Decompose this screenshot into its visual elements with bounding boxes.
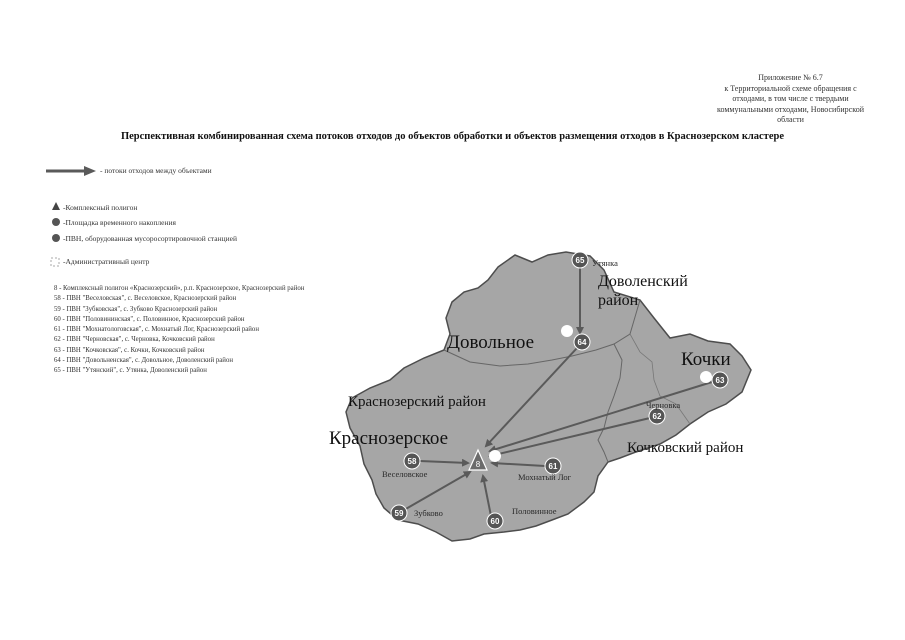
legend-flow-label: - потоки отходов между объектами [100, 166, 212, 175]
object-item: 58 - ПВН "Веселовская", с. Веселовское, Краснозерский район [54, 295, 237, 303]
admin-center-kochki [700, 371, 712, 383]
village-zubkovo-label: Зубково [414, 508, 443, 518]
object-item: 65 - ПВН "Утянский", с. Утянка, Доволенский район [54, 367, 207, 375]
legend-sorting-label: -ПВН, оборудованная мусоросортировочной станцией [63, 234, 238, 243]
page-title: Перспективная комбинированная схема потоков отходов до объектов обработки и объектов размещения отходов в Краснозерском кластере [120, 131, 785, 142]
center-dovolnoe-label: Довольное [447, 332, 535, 353]
district-dovolensky-label-2: район [598, 292, 639, 309]
legend-temp-site-label: -Площадка временного накопления [63, 218, 176, 227]
object-item: 64 - ПВН "Довольненская", с. Довольное, Доволенский район [54, 357, 233, 365]
marker-58-label: 58 [407, 457, 417, 466]
marker-59-label: 59 [394, 509, 404, 518]
village-mokhnaty-log-label: Мохнатый Лог [518, 472, 572, 482]
appendix-line: к Территориальной схеме обращения с [724, 83, 857, 93]
appendix-line: области [777, 115, 804, 124]
marker-64-label: 64 [577, 338, 587, 347]
appendix-line: Приложение № 6.7 [758, 73, 823, 82]
object-item: 61 - ПВН "Мохнатологовская", с. Мохнатый Лог, Краснозерский район [54, 326, 259, 334]
district-kochkovsky-label: Кочковский район [627, 440, 744, 456]
marker-60-label: 60 [490, 517, 500, 526]
center-krasnozerskoe-label: Краснозерское [329, 428, 449, 449]
legend-polygon-label: -Комплексный полигон [63, 203, 138, 212]
appendix-line: коммунальными отходами, Новосибирской [716, 104, 864, 114]
legend-admin-center-label: -Административный центр [63, 257, 150, 266]
village-veselovskoe-label: Веселовское [382, 469, 428, 479]
village-polovinnoe-label: Половинное [512, 506, 557, 516]
district-dovolensky-label: Доволенский [598, 273, 688, 290]
marker-63-label: 63 [715, 376, 725, 385]
village-utyanka-label: Утянка [592, 258, 618, 268]
marker-8-label: 8 [475, 460, 481, 469]
marker-65-label: 65 [575, 256, 585, 265]
object-item: 59 - ПВН "Зубковская", с. Зубково Краснозерский район [54, 305, 218, 313]
object-item: 8 - Комплексный полигон «Краснозерский», р.п. Краснозерское, Краснозерский район [54, 285, 305, 292]
object-item: 62 - ПВН "Черновская", с. Черновка, Кочковский район [54, 336, 215, 344]
marker-62-label: 62 [652, 412, 662, 421]
object-item: 60 - ПВН "Половининская", с. Половинное, Краснозерский район [54, 315, 245, 323]
appendix-line: отходами, в том числе с твердыми [732, 94, 849, 103]
center-kochki-label: Кочки [681, 349, 731, 370]
admin-center-krasnozerskoe [489, 450, 501, 462]
admin-center-dovolnoe [561, 325, 573, 337]
marker-61-label: 61 [548, 462, 558, 471]
object-item: 63 - ПВН "Кочковская", с. Кочки, Кочковский район [54, 346, 205, 354]
district-krasnozersky-label: Краснозерский район [348, 394, 486, 410]
village-chernovka-label: Черновка [646, 400, 681, 410]
